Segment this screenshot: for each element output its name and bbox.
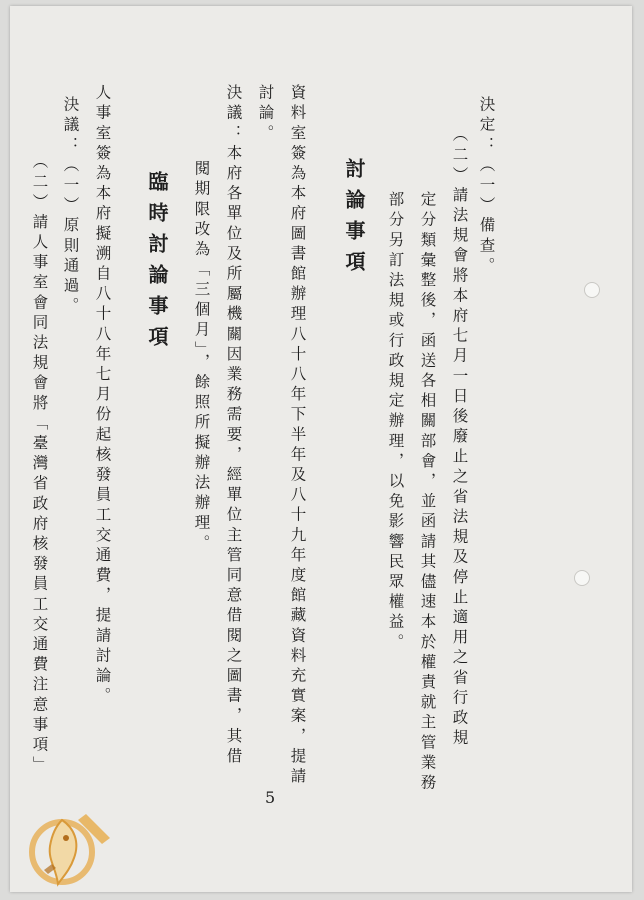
text-column-6: 資料室簽為本府圖書館辦理八十八年下半年及八十九年度館藏資料充實案，提請	[288, 84, 307, 788]
text-column-3: 定分類彙整後，函送各相關部會，並函請其儘速本於權責就主管業務	[418, 191, 437, 794]
page-number: 5	[265, 788, 276, 807]
binding-hole-top	[584, 282, 600, 298]
section-heading-discussion: 討論事項	[342, 158, 366, 282]
text-column-11: 人事室簽為本府擬溯自八十八年七月份起核發員工交通費，提請討論。	[93, 84, 112, 708]
binding-hole-bottom	[574, 570, 590, 586]
taiwan-archive-logo-icon	[22, 808, 122, 888]
section-heading-extempore: 臨時討論事項	[145, 171, 169, 357]
text-column-7: 討論。	[256, 84, 275, 145]
text-column-12: 決議：（一）原則通過。	[61, 96, 80, 318]
text-column-4: 部分另訂法規或行政規定辦理，以免影響民眾權益。	[386, 191, 405, 654]
text-column-13: （二）請人事室會同法規會將「臺灣省政府核發員工交通費注意事項」	[30, 153, 49, 777]
text-column-9: 閱期限改為「三個月」，餘照所擬辦法辦理。	[192, 160, 211, 555]
text-column-8: 決議：本府各單位及所屬機關因業務需要，經單位主管同意借閱之圖書，其借	[224, 84, 243, 768]
text-column-1: 決定：（一）備查。	[477, 96, 496, 277]
text-column-2: （二）請法規會將本府七月一日後廢止之省法規及停止適用之省行政規	[450, 126, 469, 750]
